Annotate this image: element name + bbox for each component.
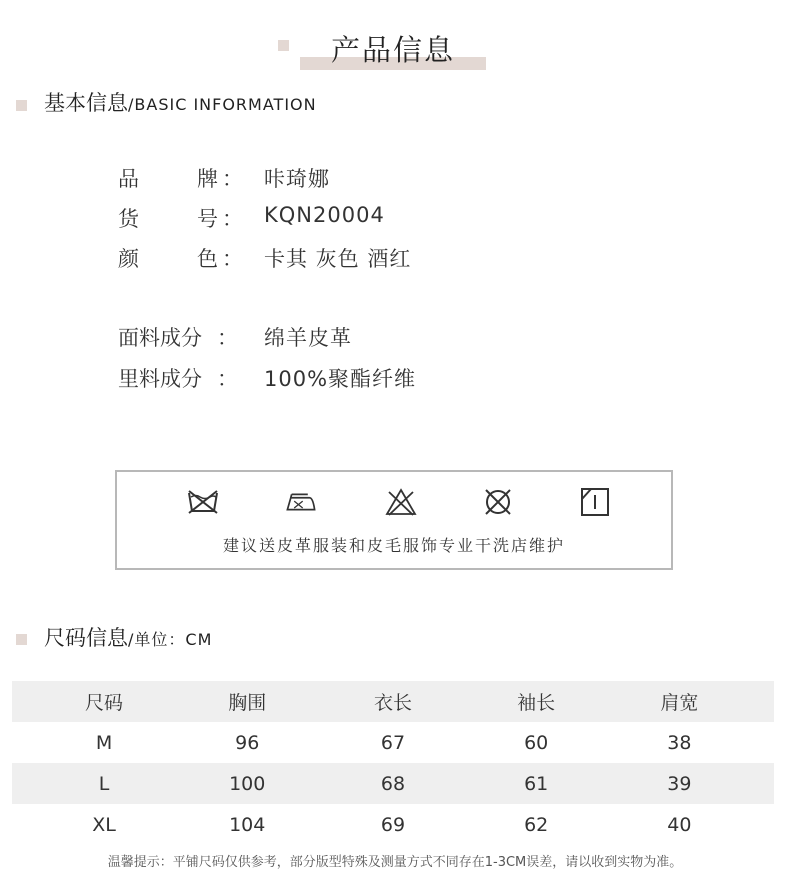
info-value-lining-material: 100%聚酯纤维 [264,367,417,391]
table-row [12,763,774,804]
size-table-cell: 104 [229,813,266,836]
size-table-cell: 69 [380,813,406,836]
care-instruction-text: 建议送皮革服装和皮毛服饰专业干洗店维护 [222,536,565,555]
info-label-colon: ： [217,326,238,350]
info-label-colon: ： [217,367,238,391]
info-label-char: 颜 [118,247,139,271]
info-label-char: 品 [118,167,139,191]
info-value-item-number: KQN20004 [264,203,385,227]
size-table-header: 衣长 [373,692,412,714]
table-row [12,804,774,845]
info-value-brand: 咔琦娜 [264,167,330,191]
info-label-item-number [118,203,243,233]
dry-flat-icon [578,487,612,517]
size-table-header: 尺码 [85,692,124,714]
size-table-cell: 100 [229,772,266,795]
basic-section-heading [44,87,317,117]
info-label-color [118,243,243,273]
size-table-cell: XL [92,813,116,836]
size-section-title: 尺码信息 [44,626,128,650]
size-table-cell: 67 [380,731,406,754]
basic-section-marker [16,100,27,111]
info-value-outer-material: 绵羊皮革 [264,326,352,350]
info-label-colon: ： [222,247,243,271]
info-label-text: 里料成分 [118,367,202,391]
size-table-cell: 40 [667,813,692,836]
basic-section-subtitle: /BASIC INFORMATION [128,95,317,114]
info-label-lining-material [118,363,238,393]
info-label-char: 色 [197,247,218,271]
size-section-marker [16,634,27,645]
info-label-colon: ： [222,167,243,191]
info-label-brand [118,163,243,193]
info-value-color: 卡其 灰色 酒红 [264,247,412,271]
size-table [12,681,774,845]
size-table-cell: 38 [667,731,692,754]
size-table-cell: L [98,772,110,795]
size-table-cell: 39 [667,772,692,795]
size-table-cell: 61 [524,772,549,795]
no-wash-icon [186,487,220,517]
info-label-char: 号 [197,207,218,231]
size-table-header: 肩宽 [660,692,699,714]
size-section-subtitle: /单位：CM [128,630,213,649]
page-title: 产品信息 [330,33,455,67]
size-table-header: 袖长 [517,692,556,714]
info-label-outer-material [118,322,238,352]
size-disclaimer-note: 温馨提示：平铺尺码仅供参考，部分版型特殊及测量方式不同存在1-3CM误差，请以收到实物为准。 [107,855,683,870]
no-bleach-icon [384,487,418,517]
info-label-char: 货 [118,207,139,231]
size-table-cell: 96 [235,731,260,754]
info-label-text: 面料成分 [118,326,202,350]
size-table-cell: 62 [524,813,549,836]
size-table-header-row [12,681,774,722]
table-row [12,722,774,763]
no-iron-icon [284,487,318,517]
info-label-char: 牌 [197,167,218,191]
size-table-header: 胸围 [228,692,267,714]
no-tumble-dry-icon [481,487,515,517]
size-table-cell: 60 [524,731,549,754]
basic-section-title: 基本信息 [44,91,128,115]
size-table-cell: 68 [380,772,406,795]
size-section-heading [44,622,212,652]
size-table-cell: M [95,731,113,754]
info-label-colon: ： [222,207,243,231]
title-decoration-square [278,40,289,51]
